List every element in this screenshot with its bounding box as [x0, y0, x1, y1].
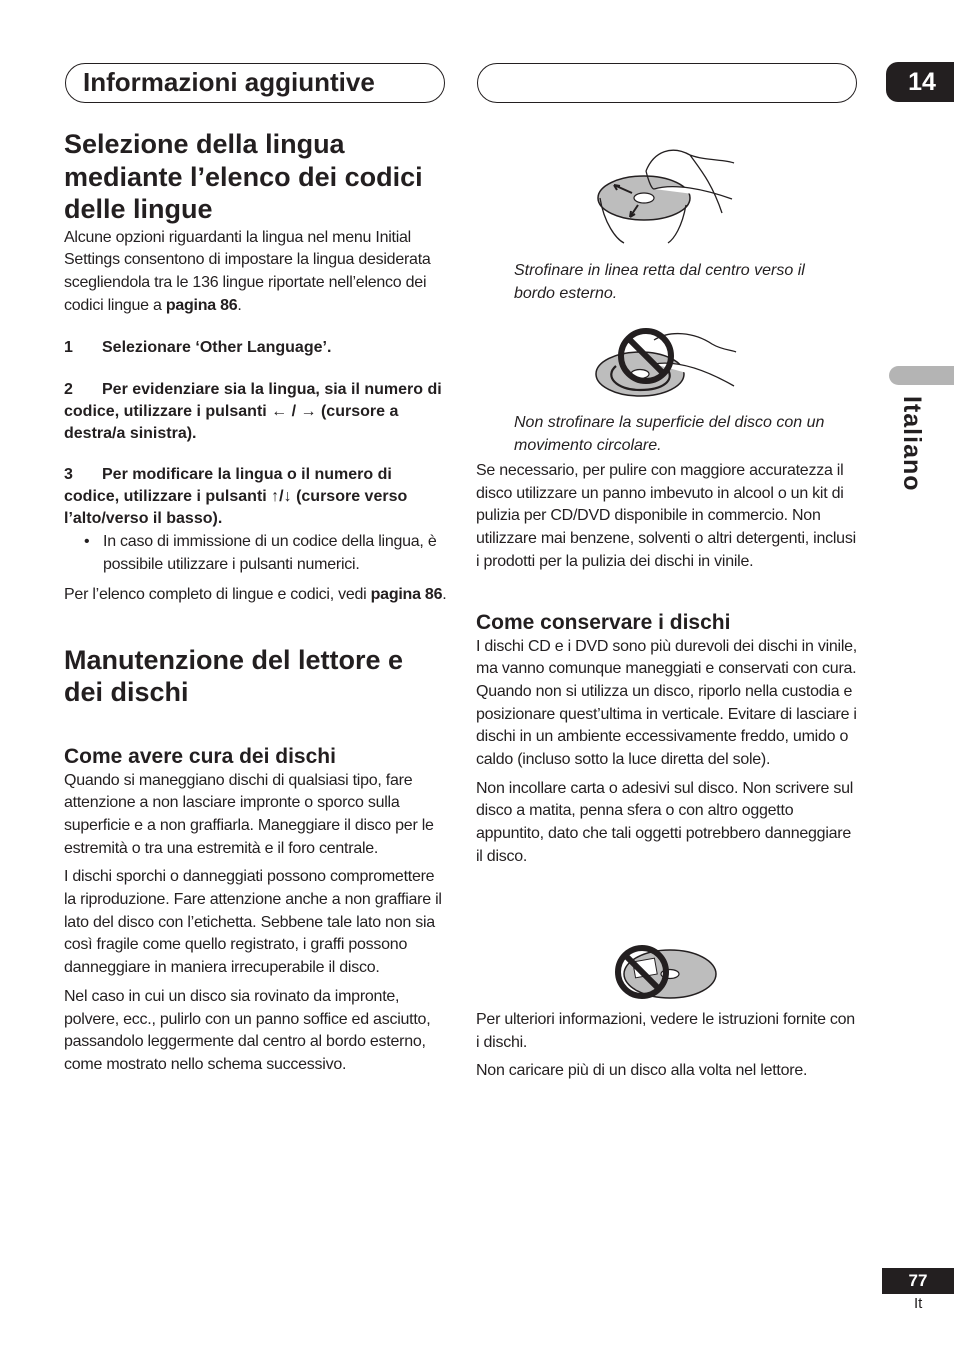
page-language-code: It — [914, 1295, 923, 1312]
chapter-number: 14 — [886, 62, 954, 102]
disc-wipe-straight-illustration — [594, 143, 738, 247]
disc-no-sticker-illustration — [614, 944, 718, 1002]
left-column — [64, 128, 448, 1077]
step-3: 3 Per modificare la lingua o il numero di codice, utilizzare i pulsanti ↑/↓ (cursore verso l’alto/verso il basso). — [64, 465, 408, 528]
outro-page-link[interactable]: pagina 86 — [370, 585, 443, 603]
section2-title: Manutenzione del lettore e dei dischi — [64, 644, 404, 707]
header-empty-frame — [477, 63, 857, 103]
figure1-caption: Strofinare in linea retta dal centro verso il bordo esterno. — [514, 262, 805, 302]
sub1-title: Come avere cura dei dischi — [64, 744, 336, 768]
disc-wipe-circular-prohibited-illustration — [594, 326, 738, 400]
step-2: 2 Per evidenziare sia la lingua, sia il numero di codice, utilizzare i pulsanti ← / → (cursore a destra/a sinistra). — [64, 380, 442, 443]
intro-page-link[interactable]: pagina 86 — [165, 296, 238, 314]
sub2-paragraph: Non incollare carta o adesivi sul disco. Non scrivere sul disco a matita, penna sfera o con altro oggetto appuntito, dato che tali oggetti potrebbero danneggiare il disco. — [476, 779, 854, 865]
section1-title: Selezione della lingua mediante l’elenco dei codici delle lingue — [64, 129, 423, 224]
more-info-paragraph: Per ulteriori informazioni, vedere le istruzioni fornite con i dischi. — [476, 1011, 855, 1051]
section1-outro: Per l’elenco completo di lingue e codici, vedi pagina 86. — [64, 585, 447, 603]
right-column — [476, 460, 860, 869]
right-after-block — [476, 1009, 860, 1083]
section-header-title: Informazioni aggiuntive — [83, 67, 375, 97]
section1-intro: Alcune opzioni riguardanti la lingua nel menu Initial Settings consentono di impostare la lingua desiderata scegliendola tra le 136 lingue riportate nell’elenco dei codici lingue a pagina 86. — [64, 228, 431, 314]
load-one-disc-paragraph: Non caricare più di un disco alla volta nel lettore. — [476, 1062, 808, 1080]
language-tab-marker — [889, 366, 954, 385]
cleaning-paragraph: Se necessario, per pulire con maggiore accuratezza il disco utilizzare un panno imbevuto in alcool o un kit di pulizia per CD/DVD disponibile in commercio. Non utilizzare mai benzene, solventi o altri detergenti, inclusi i prodotti per la pulizia dei dischi in vinile. — [476, 462, 856, 570]
sub1-paragraph: I dischi sporchi o danneggiati possono compromettere la riproduzione. Fare attenzione anche a non graffiare il lato del disco con l’etichetta. Sebbene tale lato non sia così fragile come quello registrato, i graffi possono danneggiare in maniera irrecuperabile il disco. — [64, 868, 442, 977]
sub1-paragraph: Nel caso in cui un disco sia rovinato da impronte, polvere, ecc., pulirlo con un panno soffice ed asciutto, passandolo leggermente dal centro al bordo esterno, come mostrato nello schema successivo. — [64, 987, 431, 1073]
sub2-title: Come conservare i dischi — [476, 610, 731, 634]
page-number: 77 — [882, 1268, 954, 1294]
left-right-arrows-icon: ← / → — [271, 402, 317, 420]
step-1: 1 Selezionare ‘Other Language’. — [64, 339, 332, 357]
language-tab-label: Italiano — [898, 396, 926, 492]
sub2-paragraph: I dischi CD e i DVD sono più durevoli dei dischi in vinile, ma vanno comunque maneggiati e conservati con cura. Quando non si utilizza un disco, riporlo nella custodia e posizionare quest’ultima in verticale. Evitare di lasciare i dischi in un ambiente eccessivamente freddo, umido o caldo (incluso sotto la luce diretta del sole). — [476, 637, 857, 769]
step-3-bullet: • In caso di immissione di un codice della lingua, è possibile utilizzare i pulsanti numerici. — [64, 531, 448, 576]
up-down-arrows-icon: ↑/↓ — [271, 487, 292, 505]
sub1-paragraph: Quando si maneggiano dischi di qualsiasi tipo, fare attenzione a non lasciare impronte o sporco sulla superficie e a non graffiarla. Maneggiare il disco per le estremità o tra una estremità e il foro centrale. — [64, 771, 434, 857]
figure2-caption: Non strofinare la superficie del disco con un movimento circolare. — [514, 414, 825, 454]
